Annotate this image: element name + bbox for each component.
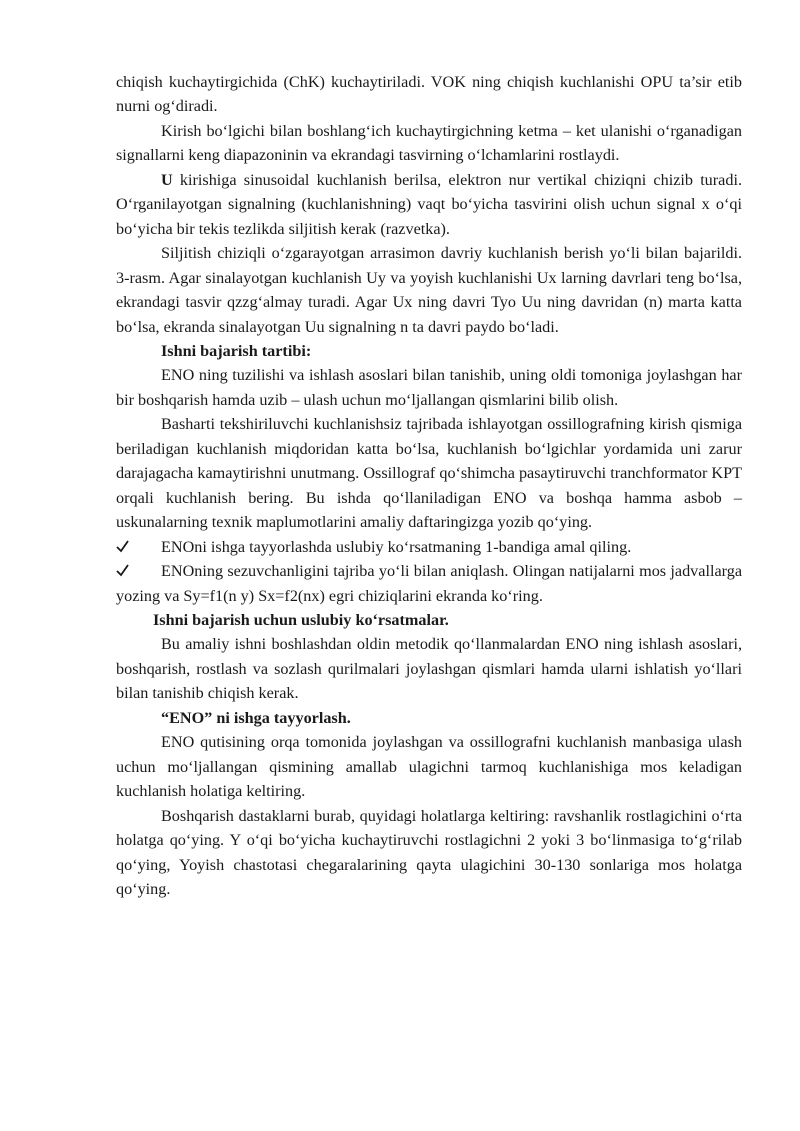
paragraph-3: [116, 168, 742, 241]
bullet-item-1: [116, 535, 742, 559]
paragraph-8: ENO qutisining orqa tomonida joylashgan va ossillografni kuchlanish manbasiga ulash uchun mo‘ljallangan qismining amallab ulagichni tarmoq kuchlanishiga mos keladigan kuchlanish holatiga keltiring.: [116, 733, 742, 801]
paragraph-9: Boshqarish dastaklarni burab, quyidagi holatlarga keltiring: ravshanlik rostlagichini o‘rta holatga qo‘ying. Y o‘qi bo‘yicha kuchaytiruvchi rostlagichni 2 yoki 3 bo‘linmasiga to‘g‘rilab qo‘ying, Yoyish chastotasi chegaralarining qayta ulagichini 30-130 sonlariga mos holatga qo‘ying.: [116, 806, 742, 898]
paragraph-2: Kirish bo‘lgichi bilan boshlang‘ich kuchaytirgichning ketma – ket ulanishi o‘rganadigan signallarni keng diapazoninin va ekrandagi tasvirning o‘lchamlarini rostlaydi.: [116, 121, 742, 165]
paragraph-7: Bu amaliy ishni boshlashdan oldin metodik qo‘llanmalardan ENO ning ishlash asoslari, boshqarish, rostlash va sozlash qurilmalari joylashgan qismlari hamda ularni ishlatish yo‘llari bilan tanishib chiqish kerak.: [116, 635, 742, 703]
document-page: [116, 70, 742, 901]
bullet-item-1-text: ENOni ishga tayyorlashda uslubiy ko‘rsatmaning 1-bandiga amal qiling.: [161, 537, 632, 556]
checkmark-icon: [116, 559, 161, 583]
bullet-item-2: [116, 559, 742, 608]
checkmark-icon: [116, 535, 161, 559]
paragraph-4: Siljitish chiziqli o‘zgarayotgan arrasimon davriy kuchlanish berish yo‘li bilan bajarildi. 3-rasm. Agar sinalayotgan kuchlanish Uy va yoyish kuchlanishi Ux larning davrlari teng bo‘lsa, ekrandagi tasvir qzzg‘almay turadi. Agar Ux ning davri Tyo Uu ning davridan (n) marta katta bo‘lsa, ekranda sinalayotgan Uu signalning n ta davri paydo bo‘ladi.: [116, 244, 742, 336]
paragraph-6: Basharti tekshiriluvchi kuchlanishsiz tajribada ishlayotgan ossillografning kirish qismiga beriladigan kuchlanish miqdoridan katta bo‘lsa, kuchlanish bo‘lgichlar yordamida uni zarur darajagacha kamaytirishni unutmang. Ossillograf qo‘shimcha pasaytiruvchi tranchformator KPT orqali kuchlanish bering. Bu ishda qo‘llaniladigan ENO va boshqa hamma asbob –uskunalarning texnik maplumotlarini amaliy daftaringizga yozib qo‘ying.: [116, 415, 742, 532]
bullet-item-2-text: ENOning sezuvchanligini tajriba yo‘li bilan aniqlash. Olingan natijalarni mos jadvallarga yozing va Sy=f1(n y) Sx=f2(nx) egri chiziqlarini ekranda ko‘ring.: [116, 562, 742, 605]
paragraph-1: chiqish kuchaytirgichida (ChK) kuchaytiriladi. VOK ning chiqish kuchlanishi OPU ta’sir etib nurni og‘diradi.: [116, 73, 742, 116]
paragraph-3-text: kirishiga sinusoidal kuchlanish berilsa, elektron nur vertikal chiziqni chizib turadi. O‘rganilayotgan signalning (kuchlanishning) vaqt bo‘yicha tasvirini olish uchun signal x o‘qi bo‘yicha bir tekis tezlikda siljitish kerak (razvetka).: [116, 170, 742, 238]
paragraph-5: ENO ning tuzilishi va ishlash asoslari bilan tanishib, uning oldi tomoniga joylashgan har bir boshqarish hamda uzib – ulash uchun mo‘ljallangan qismlarini bilib olish.: [116, 366, 742, 409]
section-heading-preparation: “ENO” ni ishga tayyorlash.: [161, 708, 351, 727]
section-heading-procedure: Ishni bajarish tartibi:: [161, 341, 312, 360]
paragraph-3-bold: U: [161, 170, 173, 189]
section-heading-guidelines: Ishni bajarish uchun uslubiy ko‘rsatmalar.: [153, 610, 449, 629]
